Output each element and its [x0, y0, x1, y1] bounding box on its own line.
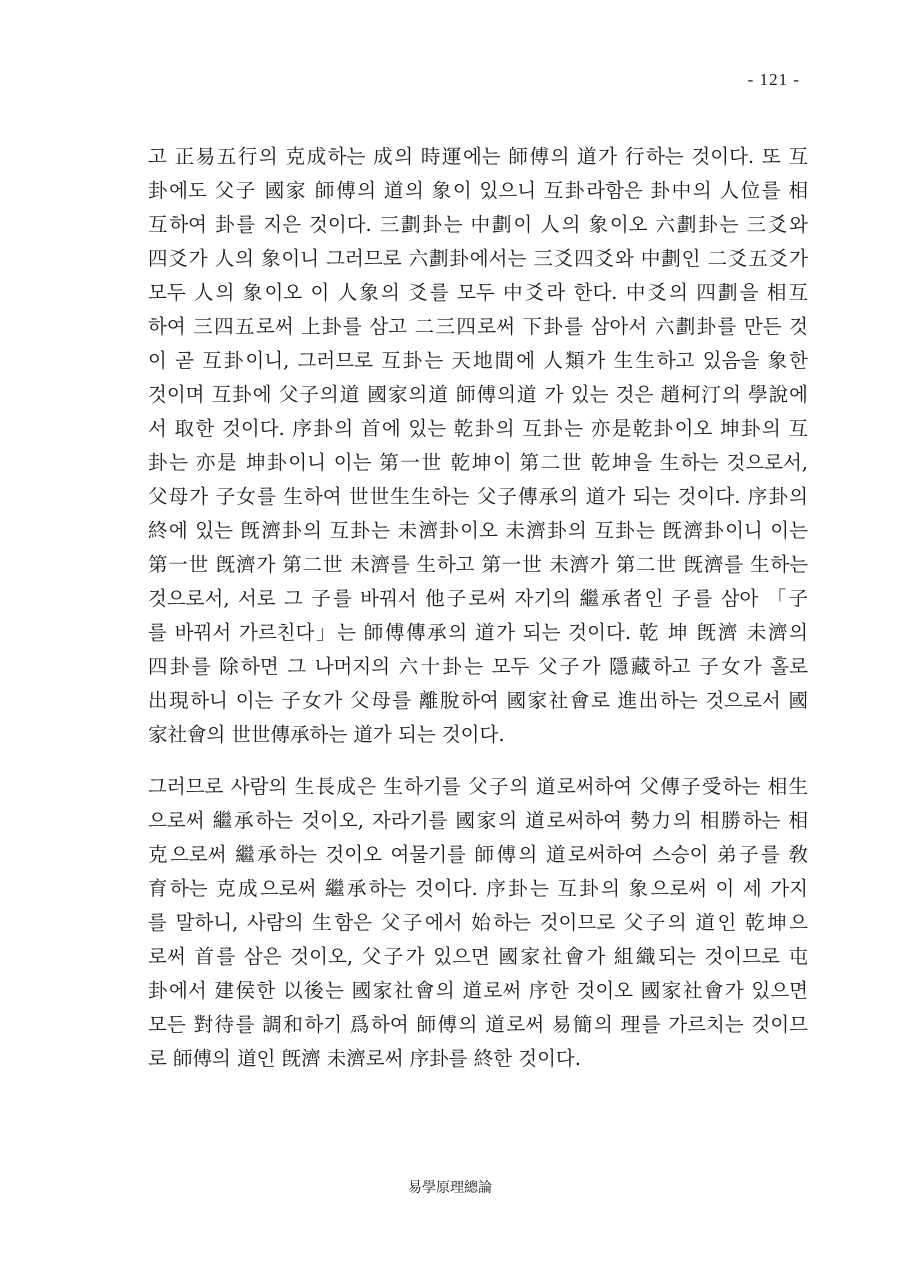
- text-line: 第一世 旣濟가 第二世 未濟를 生하고 第一世 未濟가 第二世 旣濟를 生하는: [148, 553, 808, 576]
- text-line: 그러므로 사람의 生長成은 生하기를 父子의 道로써하여 父傳子受하는 相生: [148, 775, 808, 798]
- text-line: 卦에서 建侯한 以後는 國家社會의 道로써 序한 것이오 國家社會가 있으면: [148, 979, 808, 1002]
- text-line: 互하여 卦를 지은 것이다. 三劃卦는 中劃이 人의 象이오 六劃卦는 三爻와: [148, 213, 808, 236]
- body-text: [148, 140, 808, 1076]
- text-line: 終에 있는 旣濟卦의 互卦는 未濟卦이오 未濟卦의 互卦는 旣濟卦이니 이는: [148, 519, 808, 542]
- page-number: - 121 -: [747, 70, 800, 89]
- text-line: 卦에도 父子 國家 師傅의 道의 象이 있으니 互卦라함은 卦中의 人位를 相: [148, 179, 808, 202]
- text-line: 하여 三四五로써 上卦를 삼고 二三四로써 下卦를 삼아서 六劃卦를 만든 것: [148, 315, 808, 338]
- text-line: 出現하니 이는 子女가 父母를 離脫하여 國家社會로 進出하는 것으로서 國: [148, 689, 808, 712]
- text-line: 모두 人의 象이오 이 人象의 爻를 모두 中爻라 한다. 中爻의 四劃을 相互: [148, 281, 808, 304]
- text-line: 四爻가 人의 象이니 그러므로 六劃卦에서는 三爻四爻와 中劃인 二爻五爻가: [148, 247, 808, 270]
- text-line: 으로써 繼承하는 것이오, 자라기를 國家의 道로써하여 勢力의 相勝하는 相: [148, 809, 808, 832]
- text-line: 育하는 克成으로써 繼承하는 것이다. 序卦는 互卦의 象으로써 이 세 가지: [148, 877, 808, 900]
- text-line: 서 取한 것이다. 序卦의 首에 있는 乾卦의 互卦는 亦是乾卦이오 坤卦의 互: [148, 417, 808, 440]
- text-line: 父母가 子女를 生하여 世世生生하는 父子傳承의 道가 되는 것이다. 序卦의: [148, 485, 808, 508]
- text-line: 모든 對待를 調和하기 爲하여 師傅의 道로써 易簡의 理를 가르치는 것이므: [148, 1013, 808, 1036]
- text-line: 로써 首를 삼은 것이오, 父子가 있으면 國家社會가 組織되는 것이므로 屯: [148, 945, 808, 968]
- text-line: 로 師傅의 道인 旣濟 未濟로써 序卦를 終한 것이다.: [148, 1047, 581, 1070]
- paragraph: [148, 770, 808, 1076]
- text-line: 를 말하니, 사람의 生함은 父子에서 始하는 것이므로 父子의 道인 乾坤으: [148, 911, 808, 934]
- text-line: 것으로서, 서로 그 子를 바꿔서 他子로써 자기의 繼承者인 子를 삼아 「子: [148, 587, 808, 610]
- text-line: 克으로써 繼承하는 것이오 여물기를 師傅의 道로써하여 스승이 弟子를 敎: [148, 843, 808, 866]
- text-line: 를 바꿔서 가르친다」는 師傅傳承의 道가 되는 것이다. 乾 坤 旣濟 未濟의: [148, 621, 808, 644]
- text-line: 四卦를 除하면 그 나머지의 六十卦는 모두 父子가 隱藏하고 子女가 홀로: [148, 655, 808, 678]
- paragraph: [148, 140, 808, 752]
- text-line: 卦는 亦是 坤卦이니 이는 第一世 乾坤이 第二世 乾坤을 生하는 것으로서,: [148, 451, 808, 474]
- text-line: 것이며 互卦에 父子의道 國家의道 師傅의道 가 있는 것은 趙柯汀의 學說에: [148, 383, 808, 406]
- text-line: 이 곧 互卦이니, 그러므로 互卦는 天地間에 人類가 生生하고 있음을 象한: [148, 349, 808, 372]
- text-line: 家社會의 世世傳承하는 道가 되는 것이다.: [148, 723, 505, 746]
- text-line: 고 正易五行의 克成하는 成의 時運에는 師傅의 道가 行하는 것이다. 또 互: [148, 145, 808, 168]
- footer-book-title: 易學原理總論: [408, 1180, 492, 1196]
